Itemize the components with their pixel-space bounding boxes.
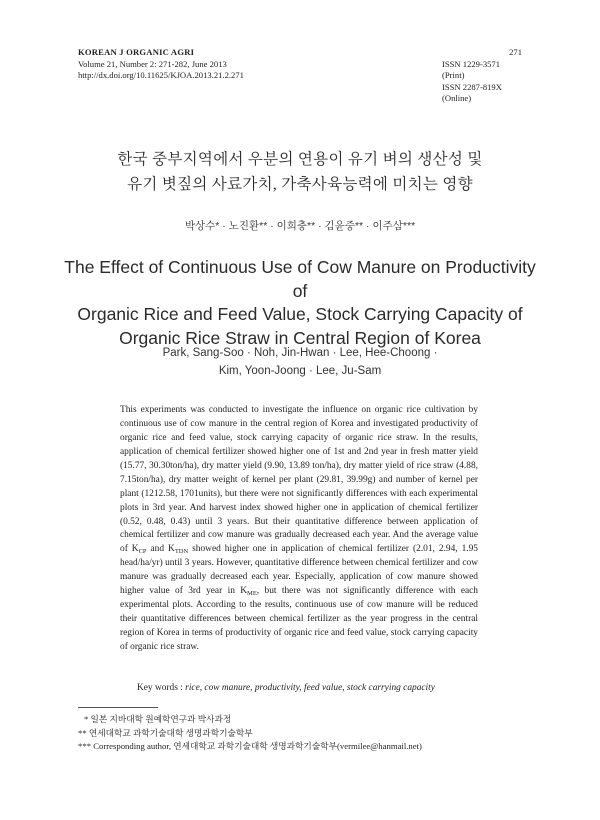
abstract [120,404,478,655]
english-authors [60,345,540,380]
english-title-line: Organic Rice and Feed Value, Stock Carrying Capacity of [77,304,523,324]
footnote-corresponding: *** Corresponding author, 연세대학교 과학기술대학 생명과학기술학부(vermilee@hanmail.net) [78,741,422,752]
korean-authors: 박상수* · 노진환** · 이희충** · 김윤중** · 이주삼*** [184,220,416,232]
journal-header [78,47,244,82]
korean-title-line: 한국 중부지역에서 우분의 연용이 유기 벼의 생산성 및 [117,151,483,168]
english-title [60,256,540,350]
footnotes [78,713,538,754]
volume-info: Volume 21, Number 2: 271-282, June 2013 [78,58,227,69]
page-number: 271 [509,47,522,57]
journal-name: KOREAN J ORGANIC AGRI [78,47,195,57]
footnote: * 일본 지바대학 원예학연구과 박사과정 [84,714,232,724]
keywords-text: rice, cow manure, productivity, feed value, stock carrying capacity [185,683,435,693]
keywords-label: Key words : [137,683,186,693]
abstract-text: and K [146,544,175,555]
footnote-divider [78,707,158,708]
english-title-line: Organic Rice Straw in Central Region of Korea [119,327,481,348]
footnote: ** 연세대학교 과학기술대학 생명과학기술학부 [78,727,253,738]
abstract-text: showed higher one in application of chemical fertilizer (2.01, 2.94, 1.95 head/ha/yr) until 3 years. However, quantitative difference between chemical fertilizer and cow manure was gradually decreased each year. Especially, application of cow manure showed higher value of 3rd year in K [120,544,478,597]
korean-title [60,147,540,197]
korean-title-line: 유기 볏짚의 사료가치, 가축사육능력에 미치는 영향 [127,176,473,193]
subscript: ME [247,590,257,598]
subscript: TDN [174,548,189,556]
abstract-text: This experiments was conducted to investigate the influence on organic rice cultivation by continuous use of cow manure in the central region of Korea and investigated productivity of organic rice and feed value, stock carrying capacity of organic rice straw. In the results, application of chemical fertilizer showed higher one of 1st and 2nd year in fresh matter yield (15.77, 30.30ton/ha), dry matter yield (9.90, 13.89 ton/ha), dry matter yield of rice straw (4.88, 7.15ton/ha), dry matter weight of kernel per plant (29.81, 39.99g) and number of kernel per plant (1212.58, 1701units), but there were not significantly differences with each experimental plots in 3rd year. And harvest index showed higher one in application of chemical fertilizer (0.52, 0.48, 0.43) until 3 years. But their quantitative difference between application of chemical fertilizer and cow manure was gradually decreased each year. And the average value of K [120,405,478,555]
issn-header [442,47,522,105]
doi-link[interactable]: http://dx.doi.org/10.11625/KJOA.2013.21.2.271 [78,70,244,80]
abstract-text: , but there was not significantly difference with each experimental plots. According to the results, continuous use of cow manure will be reduced their quantitative differences between chemical fertilizer as the year progress in the central region of Korea in terms of productivity of organic rice and feed value, stock carrying capacity of organic rice straw. [120,586,478,652]
subscript: CP [138,548,147,556]
issn-online: ISSN 2287-819X (Online) [442,81,502,103]
english-authors-line: Park, Sang-Soo · Noh, Jin-Hwan · Lee, Hee-Choong · [162,347,438,359]
issn-print: ISSN 1229-3571 (Print) [442,58,501,80]
english-title-line: The Effect of Continuous Use of Cow Manure on Productivity of [64,257,536,301]
english-authors-line: Kim, Yoon-Joong · Lee, Ju-Sam [218,364,382,377]
keywords [137,683,497,693]
